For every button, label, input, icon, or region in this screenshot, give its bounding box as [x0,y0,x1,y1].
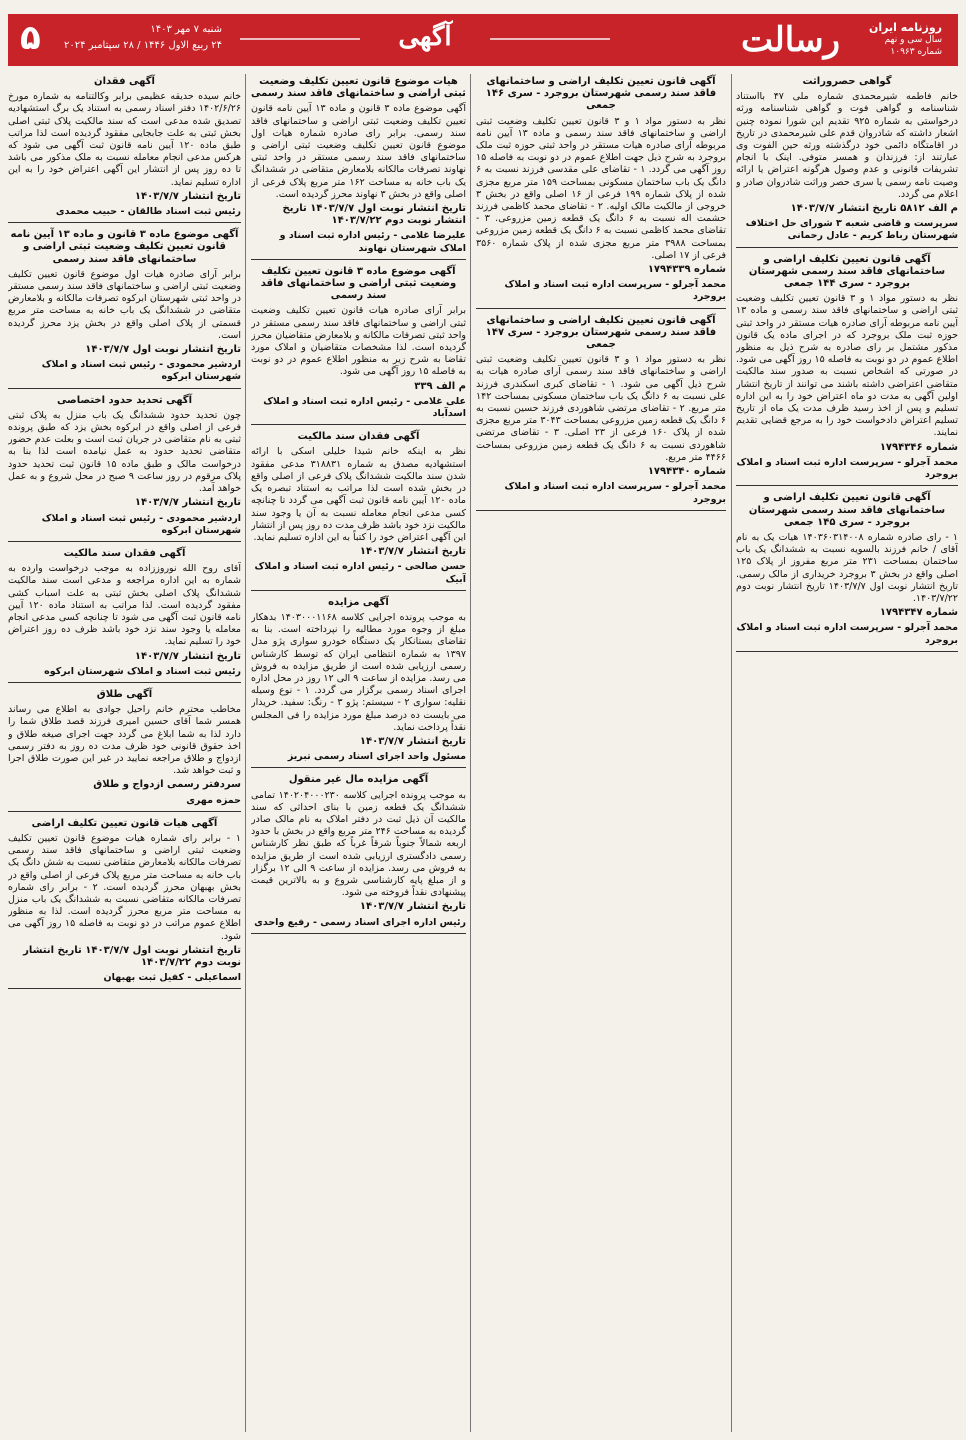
notice-body: نظر به اینکه خانم شیدا خلیلی اسکی با ارائه استشهادیه مصدق به شماره ۳۱۸۸۳۱ مدعی مفقود شدن سند مالکیت ششدانگ پلاک فرعی از اصلی واقع در بخش شده است لذا مراتب به استناد تبصره یک ماده ۱۲۰ آیین نامه قانون ثبت آگهی می گردد تا چنانچه کسی مدعی انجام معامله نسبت به آن یا وجود سند مالکیت نزد خود باشد ظرف مدت ده روز پس از انتشار این آگهی اعتراض خود را کتباً به این اداره تسلیم نماید. [251,446,466,543]
newspaper-logo: رسالت [740,20,840,60]
notice-signature: حسن صالحی - رئیس اداره ثبت اسناد و املاک آبیک [254,561,466,585]
brand-subtitle: روزنامه ایران [869,21,942,34]
column-2 [476,74,726,1432]
notice-title: آگهی قانون تعیین تکلیف اراضی و ساختمانهای فاقد سند رسمی شهرستان بروجرد - سری ۱۴۴ جمعی [748,253,946,290]
date-line-alt: ۲۴ ربیع الاول ۱۴۴۶ / ۲۸ سپتامبر ۲۰۲۴ [64,40,222,51]
notice-body: به موجب پرونده اجرایی کلاسه ۱۴۰۳۰۰۰۱۱۶۸ بدهکار مبلغ از وجوه مورد مطالبه را نپرداخته است. بنا به تقاضای بستانکار یک دستگاه خودرو سواری پژو مدل ۱۳۹۷ به شماره انتظامی ایران که توسط کارشناس رسمی ارزیابی شده است از طریق مزایده به فروش می رسد. مزایده از ساعت ۹ الی ۱۲ روز در محل اداره اجرای اسناد رسمی برگزار می گردد. ۱ - نوع وسیله نقلیه: سواری ۲ - سیستم: پژو ۳ - رنگ: سفید. خریدار می بایست ده درصد مبلغ مورد مزایده را فی المجلس نقداً پرداخت نماید. [251,611,466,733]
issue-info [852,22,942,58]
notice-title: آگهی فقدان سند مالکیت [297,431,420,443]
notice-body: چون تحدید حدود ششدانگ یک باب منزل به پلاک ثبتی فرعی از اصلی واقع در ابرکوه بخش یزد که طبق پرونده ثبتی به نام متقاضی در جریان ثبت است و بعلت عدم حضور متقاضی تحدید حدود به عمل نیامده است لذا بنا به درخواست مالک و طبق ماده ۱۵ قانون ثبت تحدید حدود پلاک مرقوم در روز ساعت ۹ صبح در محل شروع و به عمل خواهد آمد. [8,409,241,495]
notice-number: تاریخ انتشار نوبت اول ۱۴۰۳/۷/۷ [85,344,241,356]
notice-title: آگهی موضوع ماده ۳ قانون تعیین تکلیف وضعیت ثبتی اراضی و ساختمانهای فاقد سند رسمی [260,265,457,302]
notice-title: آگهی موضوع ماده ۳ قانون و ماده ۱۳ آیین نامه قانون تعیین تکلیف وضعیت ثبتی اراضی و ساختمانهای فاقد سند رسمی [10,229,239,265]
notice-body: آگهی موضوع ماده ۳ قانون و ماده ۱۳ آیین نامه قانون تعیین تکلیف وضعیت ثبتی اراضی و ساختمانهای فاقد سند رسمی. برابر رای صادره شماره هیات اول موضوع قانون تعیین تکلیف وضعیت ثبتی اراضی و ساختمانهای فاقد سند رسمی مستقر در واحد ثبتی نهاوند تصرفات مالکانه بلامعارض متقاضی در ششدانگ یک باب خانه به مساحت ۱۶۲ متر مربع پلاک فرعی از اصلی واقع در بخش ۳ نهاوند محرز گردیده است. [251,103,466,200]
notice-number: تاریخ انتشار ۱۴۰۳/۷/۷ [359,735,466,747]
notice-number: سردفتر رسمی ازدواج و طلاق [93,779,241,791]
notice-body: خانم سیده حدیقه عظیمی برابر وکالتنامه به شماره مورخ ۱۴۰۲/۶/۲۶ دفتر اسناد رسمی به استناد یک برگ استشهادیه تصدیق شده مدعی است که سند مالکیت پلاک ثبتی اصلی بخش ثبتی به علت جابجایی مفقود گردیده است لذا مراتب طبق ماده ۱۲۰ آیین نامه قانون ثبت آگهی می شود که هرکس مدعی انجام معامله نسبت به ملک مذکور می باشد تا ده روز پس از انتشار این آگهی اعتراض خود را به این اداره تسلیم نماید. [8,91,241,188]
notice [736,76,958,248]
column-divider [470,74,471,1432]
column-divider [731,74,732,1432]
masthead [8,14,958,66]
notice-number: تاریخ انتشار ۱۴۰۳/۷/۷ [134,190,241,202]
notice-number: م الف ۳۳۹ [414,380,466,392]
notice-signature: محمد آجرلو - سرپرست اداره ثبت اسناد و املاک بروجرد [736,622,958,646]
column-divider [245,74,246,1432]
notice-signature: رئیس اداره اجرای اسناد رسمی - رفیع واحدی [254,916,466,928]
column-4 [8,74,241,1432]
notice-number: شماره ۱۷۹۴۳۳۹ [647,264,726,276]
notice-title: آگهی تحدید حدود اختصاصی [56,394,193,406]
date-box [52,22,222,54]
notice-body: ۱ - رای صادره شماره ۱۴۰۳۶۰۳۱۴۰۰۸ هیات یک به نام آقای / خانم فرزند بالسویه نسبت به ششدانگ یک باب ساختمان بمساحت ۲۳۱ متر مربع مفروز از پلاک ۱۲۵ اصلی واقع در بخش ۳ بروجرد خریداری از مالک رسمی. تاریخ انتشار نوبت اول ۱۴۰۳/۷/۷ تاریخ انتشار نوبت دوم ۱۴۰۳/۷/۲۲. [736,531,958,604]
notice-body: نظر به دستور مواد ۱ و ۳ قانون تعیین تکلیف وضعیت ثبتی اراضی و ساختمانهای فاقد سند رسمی و ماده ۱۳ آیین نامه مربوطه آرای صادره هیات مستقر در واحد ثبتی حوزه ثبت ملک بروجرد که در اجرای ماده یک قانون مذکور مشتمل بر رای صادره به شرح ذیل به منظور اطلاع عموم در دو نوبت به فاصله ۱۵ روز آگهی می شود. در صورتی که اشخاص نسبت به صدور سند مالکیت متقاضی اعتراضی داشته باشند می توانند از تاریخ انتشار اولین آگهی به مدت دو ماه اعتراض خود را به این اداره تسلیم و پس از اخذ رسید ظرف مدت یک ماه از تاریخ تسلیم اعتراض دادخواست خود را به مرجع قضایی تقدیم نمایند. [736,293,958,439]
notice-number: شماره ۱۷۹۴۳۴۶ [879,441,958,453]
notice-number: م الف ۵۸۱۲ تاریخ انتشار ۱۴۰۳/۷/۷ [790,203,958,215]
notice-signature: رئیس ثبت اسناد و املاک شهرستان ابرکوه [44,665,241,677]
notice-signature: محمد آجرلو - سرپرست اداره ثبت اسناد و املاک بروجرد [736,456,958,481]
notice [251,597,466,769]
notice-number: شماره ۱۷۹۴۳۴۷ [879,607,958,619]
notice-signature: علی غلامی - رئیس اداره ثبت اسناد و املاک اسدآباد [263,395,466,420]
notice [8,689,241,812]
notice-signature: محمد آجرلو - سرپرست اداره ثبت اسناد و املاک بروجرد [504,481,726,505]
notice [8,76,241,223]
notice-body: برابر آرای صادره هیات قانون تعیین تکلیف وضعیت ثبتی اراضی و ساختمانهای فاقد سند رسمی مستقر در واحد ثبتی تصرفات مالکانه و بلامعارض متقاضیان محرز گردیده است. لذا مشخصات متقاضیان و املاک مورد تقاضا به شرح زیر به منظور اطلاع عموم در دو نوبت به فاصله ۱۵ روز آگهی می شود. [251,305,466,378]
notice-body: آقای روح الله نوروززاده به موجب درخواست وارده به شماره به این اداره مراجعه و مدعی است سند مالکیت ششدانگ پلاک اصلی بخش ثبتی به علت اسباب کشی مفقود گردیده است. لذا مراتب به استناد ماده ۱۲۰ آیین نامه قانون ثبت آگهی می شود تا چنانچه کسی مدعی انجام معامله یا وجود سند نزد خود باشد ظرف ده روز اعتراض خود را تسلیم نماید. [8,563,241,648]
notice-number: تاریخ انتشار ۱۴۰۳/۷/۷ [134,650,241,662]
notice [251,774,466,933]
notice-title: آگهی مزایده مال غیر منقول [288,774,429,786]
date-line: شنبه ۷ مهر ۱۴۰۳ [150,24,222,35]
notice-body: ۱ - برابر رای شماره هیات موضوع قانون تعیین تکلیف وضعیت ثبتی اراضی و ساختمانهای فاقد سند رسمی تصرفات مالکانه بلامعارض متقاضی نسبت به شش دانگ یک باب خانه به مساحت متر مربع پلاک فرعی از اصلی واقع در بخش بهبهان محرز گردیده است. ۲ - برابر رای شماره تصرفات مالکانه متقاضی نسبت به ششدانگ یک باب منزل به مساحت متر مربع محرز گردیده است. لذا به منظور اطلاع عموم مراتب در دو نوبت به فاصله ۱۵ روز آگهی می شود. [8,832,241,942]
notice [8,229,241,388]
notice-number: تاریخ انتشار نوبت اول ۱۴۰۳/۷/۷ تاریخ انتشار نوبت دوم ۱۴۰۳/۷/۲۲ [23,944,241,968]
notice-number: شماره ۱۷۹۴۳۴۰ [647,466,726,478]
notice-signature: اردشیر محمودی - رئیس ثبت اسناد و املاک شهرستان ابرکوه [41,359,241,383]
notice-signature: سرپرست و قاضی شعبه ۳ شورای حل اختلاف شهرستان رباط کریم - عادل رحمانی [745,218,958,242]
notice [8,818,241,990]
notice-title: هیات موضوع قانون تعیین تکلیف وضعیت ثبتی اراضی و ساختمانهای فاقد سند رسمی [251,76,466,100]
notice-signature: مسئول واحد اجرای اسناد رسمی تبریز [287,751,466,763]
issue-number: شماره ۱۰۹۶۳ [890,47,942,57]
notice-title: آگهی قانون تعیین تکلیف اراضی و ساختمانهای فاقد سند رسمی شهرستان بروجرد - سری ۱۴۷ جمعی [485,314,717,351]
notice [476,76,726,309]
notice-title: آگهی مزایده [328,596,389,608]
notice-title: آگهی طلاق [96,688,153,700]
notice-signature: اسماعیلی - کفیل ثبت بهبهان [103,972,241,984]
notice-signature: محمد آجرلو - سرپرست اداره ثبت اسناد و املاک بروجرد [504,279,726,303]
notice-body: برابر آرای صادره هیات اول موضوع قانون تعیین تکلیف وضعیت ثبتی اراضی و ساختمانهای فاقد سند رسمی مستقر در واحد ثبتی شهرستان ابرکوه تصرفات مالکانه و بلامعارض متقاضی در ششدانگ یک باب خانه به مساحت متر مربع قسمتی از پلاک اصلی واقع در بخش یزد محرز گردیده است. [8,268,241,341]
notice-body: نظر به دستور مواد ۱ و ۳ قانون تعیین تکلیف وضعیت ثبتی اراضی و ساختمانهای فاقد سند رسمی و ماده ۱۳ آیین نامه مربوطه آرای صادره هیات مستقر در واحد ثبتی حوزه ثبت ملک بروجرد به شرح ذیل جهت اطلاع عموم در دو نوبت به فاصله ۱۵ روز آگهی می گردد. ۱ - تقاضای علی مقدسی فرزند نسبت به ۶ دانگ یک باب ساختمان مسکونی بمساحت ۱۵۹ متر مربع مجزی شده از پلاک شماره ۱۹۹ فرعی از ۱۶ اصلی واقع در بخش ۳ خروجی از مالکیت مالک اولیه. ۲ - تقاضای محمد کاظمی فرزند حشمت اله نسبت به ۶ دانگ یک قطعه زمین مزروعی. ۳ - تقاضای محمد کاظمی نسبت به ۶ دانگ یک قطعه زمین مزروعی بمساحت ۳۹۸۸ متر مربع مجزی شده از پلاک شماره ۳۵۶۰ فرعی از ۱۷ اصلی. [476,115,726,261]
notice-title: آگهی قانون تعیین تکلیف اراضی و ساختمانهای فاقد سند رسمی شهرستان بروجرد - سری ۱۴۶ جمعی [485,76,717,112]
notice-body: نظر به دستور مواد ۱ و ۳ قانون تعیین تکلیف وضعیت ثبتی اراضی و ساختمانهای فاقد سند رسمی آرای صادره هیات به شرح ذیل آگهی می شود. ۱ - تقاضای کبری اسکندری فرزند علی نسبت به ۶ دانگ یک باب ساختمان مسکونی بمساحت ۱۴۲ متر مربع. ۲ - تقاضای مرتضی شاهوردی فرزند حسین نسبت به ۶ دانگ یک قطعه زمین مزروعی بمساحت ۳۰۴۳ متر مربع مجزی شده از پلاک ۱۶۰ فرعی از ۲۳ اصلی. ۳ - تقاضای مرتضی شاهوردی نسبت به ۶ دانگ یک قطعه زمین مزروعی بمساحت ۴۴۶۶ متر مربع. [476,354,726,463]
notice-body: به موجب پرونده اجرایی کلاسه ۱۴۰۲۰۴۰۰۰۲۳۰ تمامی ششدانگ یک قطعه زمین با بنای احداثی که سند مالکیت آن ذیل ثبت در دفتر املاک به نام مالک صادر گردیده به مساحت ۲۴۶ متر مربع واقع در بخش با حدود اربعه شمالاً جنوباً شرقاً غرباً که طبق نظر کارشناس رسمی دادگستری ارزیابی شده است از طریق مزایده به فروش می رسد. مزایده از ساعت ۹ الی ۱۲ برگزار و از مبلغ پایه کارشناسی شروع و به بالاترین قیمت پیشنهادی نقداً فروخته می شود. [251,789,466,899]
notice-signature: رئیس ثبت اسناد طالقان - حبیب محمدی [55,206,241,218]
notice-title: آگهی فقدان [94,76,155,87]
page-number: ۵ [20,18,41,58]
notice [251,76,466,260]
notice-number: تاریخ انتشار ۱۴۰۳/۷/۷ [359,546,466,558]
notice-number: تاریخ انتشار نوبت اول ۱۴۰۳/۷/۷ تاریخ انتشار نوبت دوم ۱۴۰۳/۷/۲۲ [282,203,466,227]
notice [8,548,241,683]
notice [736,492,958,651]
notice [251,431,466,590]
notice-body: خانم فاطمه شیرمحمدی شماره ملی ۴۷ بااستناد شناسنامه و گواهی فوت و گواهی شناسنامه ورثه درخواستی به شماره ۹۲۵ تقدیم این شورا نموده چنین اشعار داشته که شادروان قدم علی شیرمحمدی در تاریخ در اقامتگاه دائمی خود درگذشته ورثه حین الفوت وی عبارتند از: فرزندان و همسر متوفی. اینک با انجام تشریفات قانونی و عدم وصول هرگونه اعتراض یا ارائه وصیت نامه رسمی یا سری حصر وراثت شادروان صادر و اعلام می گردد. [736,91,958,200]
notice [251,266,466,425]
notice-number: تاریخ انتشار ۱۴۰۳/۷/۷ [134,497,241,509]
notice-signature: حمزه مهری [186,794,241,806]
notice-title: آگهی قانون تعیین تکلیف اراضی و ساختمانهای فاقد سند رسمی شهرستان بروجرد - سری ۱۴۵ جمعی [748,492,946,528]
notice-title: گواهی حصروراثت [802,76,892,87]
notice-signature: اردشیر محمودی - رئیس ثبت اسناد و املاک شهرستان ابرکوه [41,512,241,536]
column-3 [251,74,466,1432]
notice [736,254,958,487]
notice [476,315,726,511]
column-1 [736,74,958,1432]
notice [8,395,241,542]
section-title: آگهی [240,22,610,52]
notice-title: آگهی فقدان سند مالکیت [63,547,186,559]
notice-title: آگهی هیات قانون تعیین تکلیف اراضی [31,817,218,829]
notice-signature: علیرضا غلامی - رئیس اداره ثبت اسناد و املاک شهرستان نهاوند [279,230,466,254]
notice-number: تاریخ انتشار ۱۴۰۳/۷/۷ [359,901,466,913]
notice-body: مخاطب محترم خانم راحیل جوادی به اطلاع می رساند همسر شما آقای حسین امیری فرزند قصد طلاق شما را دارد لذا به شما ابلاغ می گردد جهت اجرای صیغه طلاق و اخذ حقوق قانونی خود ظرف مدت ده روز به دفتر رسمی ازدواج و طلاق مراجعه نمایید در غیر این صورت طلاق اجرا و ثبت خواهد شد. [8,704,241,777]
year-label: سال سی و نهم [884,35,942,45]
